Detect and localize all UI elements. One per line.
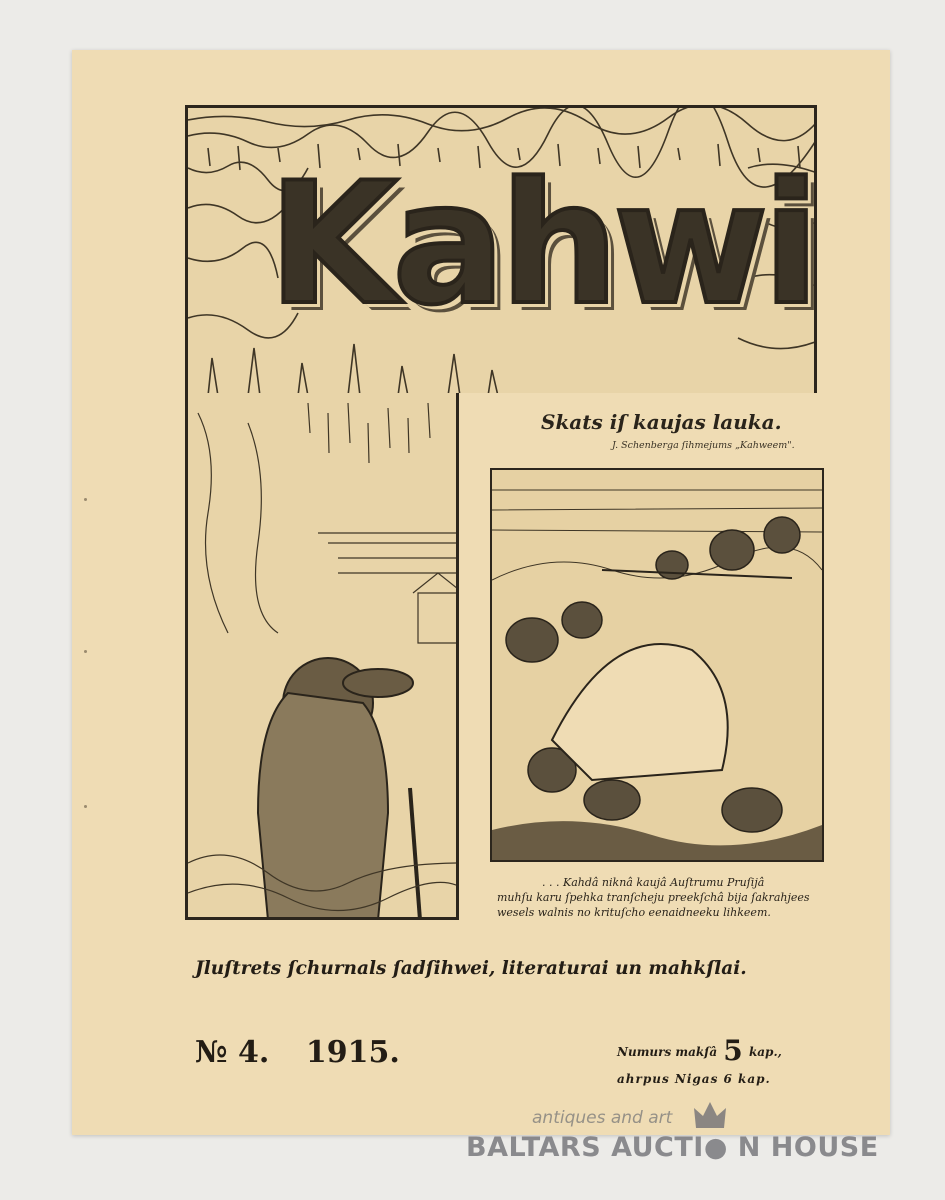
price-outside-riga: ahrpus Nigas 6 kap.	[617, 1072, 771, 1086]
binding-hole	[84, 805, 87, 808]
caption-line: . . . Kahdâ niknâ kaujâ Auſtrumu Pruſijâ	[542, 876, 765, 889]
watermark-tagline: antiques and art	[532, 1108, 673, 1128]
illustration-credit: J. Schenberga ſihmejums „Kahweem".	[612, 440, 795, 451]
magazine-subtitle: Jluſtrets ſchurnals ſadſihwei, literaturai un mahkſlai.	[195, 958, 747, 979]
watermark-brand: BALTARS AUCTI● N HOUSE	[466, 1132, 879, 1163]
caption-line: wesels walnis no krituſcho eenaidneeku lihkeem.	[497, 906, 771, 919]
masthead	[185, 105, 817, 393]
price-line	[617, 1034, 782, 1067]
winter-scene-drawing	[188, 393, 459, 920]
binding-hole	[84, 498, 87, 501]
battle-illustration	[490, 468, 824, 862]
price-suffix: kap.,	[748, 1045, 782, 1059]
issue-year: 1915.	[305, 1035, 400, 1070]
binding-hole	[84, 650, 87, 653]
magazine-cover	[72, 50, 890, 1135]
magazine-title: Kahwi	[268, 146, 814, 342]
price-value: 5	[723, 1034, 743, 1067]
battle-scene-drawing	[492, 470, 822, 860]
caption-line: muhſu karu ſpehka tranſcheju preekſchâ bija ſakrahjees	[497, 891, 810, 904]
crown-icon	[692, 1100, 728, 1130]
issue-number: № 4.	[195, 1035, 270, 1070]
issue-info	[195, 1035, 426, 1070]
price-prefix: Numurs makſâ	[617, 1045, 718, 1059]
winter-soldier-illustration	[185, 393, 459, 920]
illustration-caption	[497, 875, 827, 920]
illustration-title: Skats iſ kaujas lauka.	[541, 410, 782, 434]
